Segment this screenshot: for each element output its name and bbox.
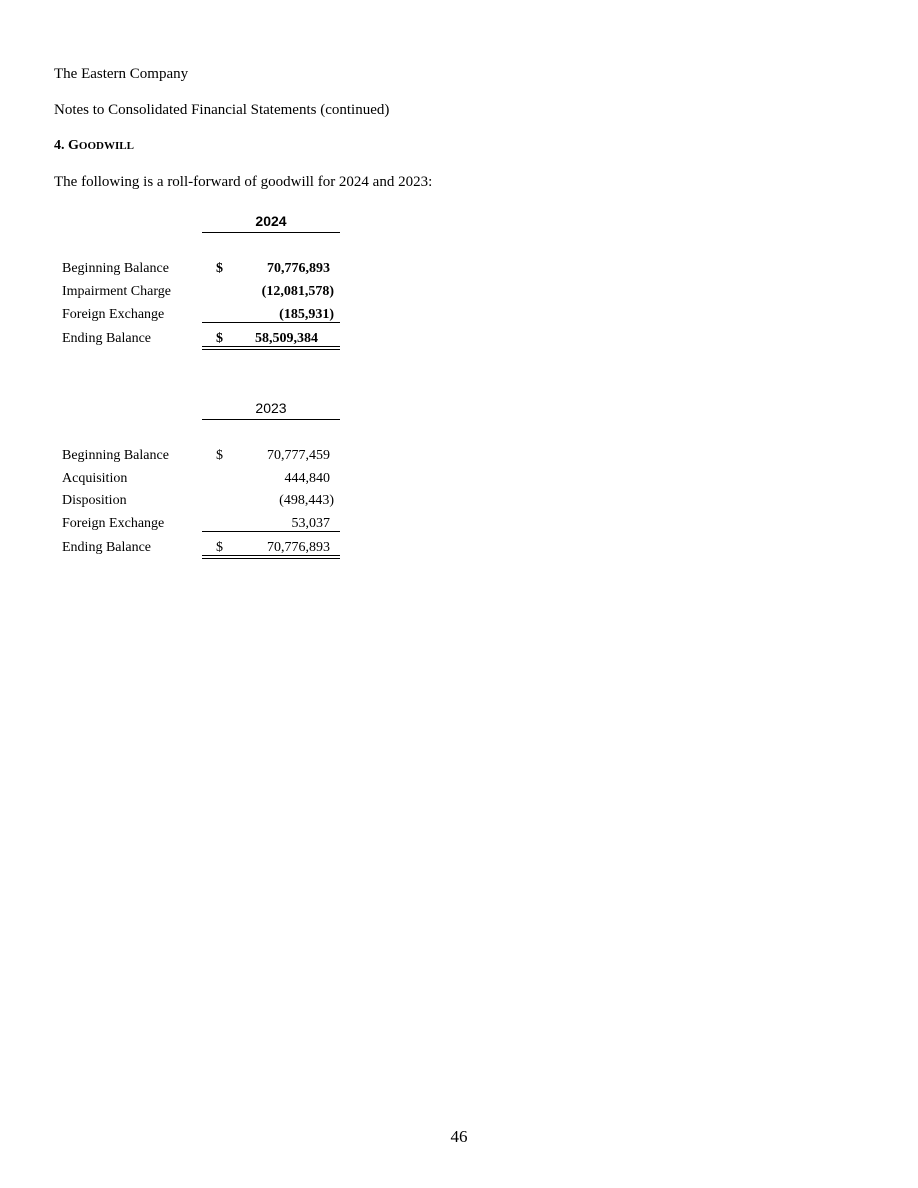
row-value: (498,443) — [279, 493, 334, 508]
row-value: 58,509,384 — [255, 331, 318, 346]
table-row — [62, 470, 342, 488]
total-double-rule — [202, 346, 340, 350]
subtotal-rule — [202, 531, 340, 532]
intro-text: The following is a roll-forward of goodwill for 2024 and 2023: — [54, 174, 433, 190]
currency-symbol: $ — [216, 448, 223, 463]
table-row — [62, 260, 342, 278]
page-subtitle: Notes to Consolidated Financial Statements (continued) — [54, 102, 390, 118]
year-header-rule — [202, 232, 340, 233]
row-label: Foreign Exchange — [62, 307, 165, 322]
row-label: Disposition — [62, 493, 127, 508]
row-label: Ending Balance — [62, 540, 152, 555]
year-header-2023: 2023 — [255, 400, 287, 416]
row-label: Impairment Charge — [62, 284, 171, 299]
year-header-2024: 2024 — [255, 213, 287, 229]
row-value: (185,931) — [279, 307, 334, 322]
row-value: 444,840 — [284, 471, 330, 486]
row-label: Acquisition — [62, 471, 128, 486]
row-value: 70,776,893 — [267, 261, 330, 276]
table-row — [62, 283, 342, 301]
row-value: 53,037 — [291, 516, 330, 531]
currency-symbol: $ — [216, 261, 223, 276]
table-row — [62, 492, 342, 510]
total-double-rule — [202, 555, 340, 559]
section-heading — [54, 137, 134, 155]
year-header-rule — [202, 419, 340, 420]
row-label: Ending Balance — [62, 331, 152, 346]
subtotal-rule — [202, 322, 340, 323]
row-value: 70,777,459 — [267, 448, 330, 463]
row-value: (12,081,578) — [261, 284, 334, 299]
table-row — [62, 447, 342, 465]
currency-symbol: $ — [216, 331, 223, 346]
row-label: Beginning Balance — [62, 261, 169, 276]
section-number: 4. — [54, 138, 65, 153]
row-value: 70,776,893 — [267, 540, 330, 555]
row-label: Foreign Exchange — [62, 516, 165, 531]
row-label: Beginning Balance — [62, 448, 169, 463]
currency-symbol: $ — [216, 540, 223, 555]
section-title-rest: OODWILL — [78, 140, 134, 152]
page-number: 46 — [450, 1127, 468, 1146]
company-name: The Eastern Company — [54, 66, 189, 82]
section-title-initial: G — [68, 138, 79, 153]
